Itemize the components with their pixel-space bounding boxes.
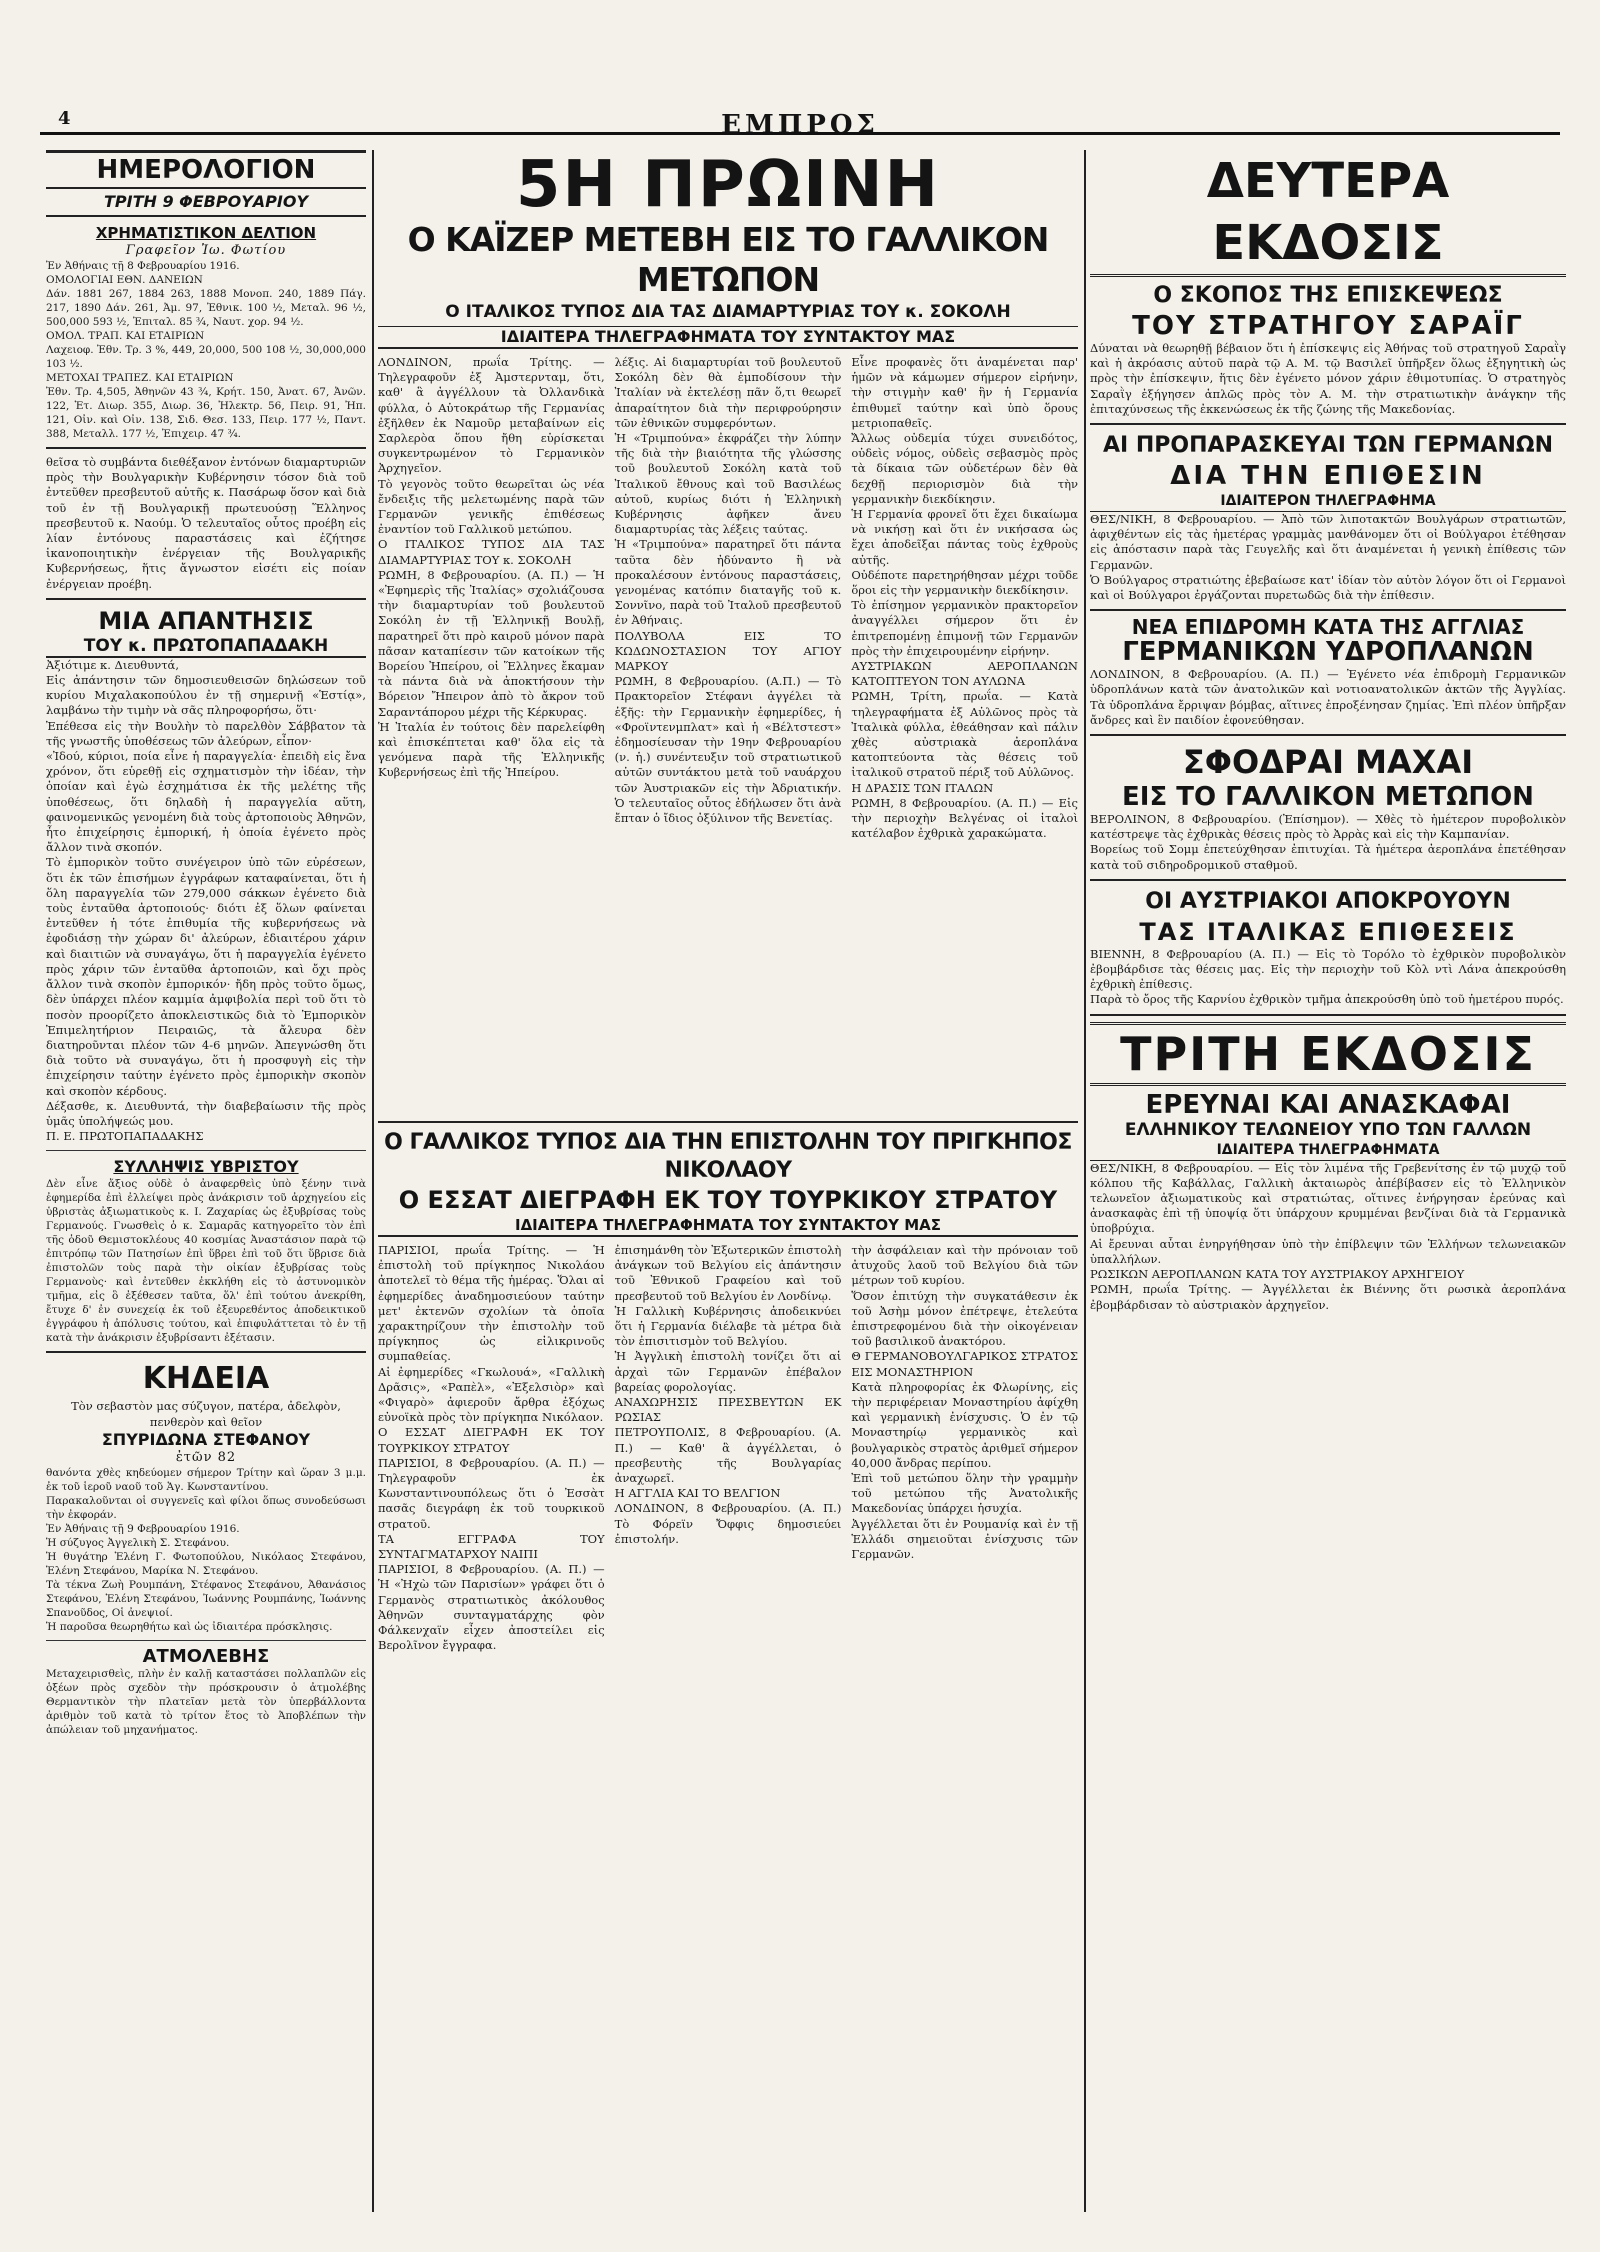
funeral-age: ἐτῶν 82 [175,1449,237,1465]
main-headline: Ο ΚΑΪΖΕΡ ΜΕΤΕΒΗ ΕΙΣ ΤΟ ΓΑΛΛΙΚΟΝ ΜΕΤΩΠΟΝ [407,220,1049,299]
visit-text: Δύναται νὰ θεωρηθῇ βέβαιον ὅτι ἡ ἐπίσκεψις εἰς Ἀθήνας τοῦ στρατηγοῦ Σαραῒγ καὶ ἡ ἀκρόασις αὐτοῦ παρὰ τῷ Α. Μ. τῷ Βασιλεῖ ὑπῆρξεν ὅλως ἐξηγητικὴ ὡς πρὸς τὴν ἐπίσκεψιν, ἥτις δὲν ἐγένετο μόνον χάριν ἐθιμοτυπίας. Ὁ στρατηγὸς Σαραῒγ ἐξήγησεν ἁπλῶς πρὸς τὸν Α. Μ. τὴν στρατιωτικὴν ἀνάγκην τῆς ἐπιταχύνσεως τῆς ἐκκενώσεως ἐκ τῆς ζώνης τῆς Μακεδονίας. [1090,341,1570,416]
searches-subtitle: ΕΛΛΗΝΙΚΟΥ ΤΕΛΩΝΕΙΟΥ ΥΠΟ ΤΩΝ ΓΑΛΛΩΝ [1124,1119,1532,1140]
edition-title: 5Η ΠΡΩΙΝΗ [515,148,941,222]
top-article-col-2: λέξις. Αἱ διαμαρτυρίαι τοῦ βουλευτοῦ Σοκόλη δὲν θὰ ἐμποδίσουν τὴν Ἰταλίαν νὰ ἐκτελέσῃ πᾶν ὅ,τι θεωρεῖ ἀπαραίτητον διὰ τὴν περιφρούρησιν τῶν ἐθνικῶν συμφερόντων. Ἡ «Τριμπούνα» ἐκφράζει τὴν λύπην τῆς διὰ τὴν βιαιότητα τῆς γλώσσης τοῦ βουλευτοῦ Σοκόλη κατὰ τοῦ Ἰταλικοῦ ἔθνους καὶ τοῦ Βασιλέως αὐτοῦ, κυρίως διότι ἡ Ἑλληνικὴ Κυβέρνησις ἀφῆκεν ἄνευ διαμαρτυρίας τὰς λέξεις ταύτας. Ἡ «Τριμπούνα» παρατηρεῖ ὅτι πάντα ταῦτα δὲν ἠδύναντο ἢ νὰ προκαλέσουν ἐντόνους παραστάσεις, γενομένας κατόπιν διαταγῆς τοῦ κ. Σοννῖνο, παρὰ τοῦ Ἰταλοῦ πρεσβευτοῦ ἐν Ἀθήναις. ΠΟΛΥΒΟΛΑ ΕΙΣ ΤΟ ΚΩΔΩΝΟΣΤΑΣΙΟΝ ΤΟΥ ΑΓΙΟΥ ΜΑΡΚΟΥ ΡΩΜΗ, 8 Φεβρουαρίου. (Α.Π.) — Τὸ Πρακτορεῖον Στέφανι ἀγγέλει τὰ ἑξῆς: τὴν Γερμανικὴν ἐφημερίδες, ἡ «Φροϊντενμπλατ» καὶ ἡ «Βέλτστεστ» ἐδημοσίευσαν τὴν 19ην Φεβρουαρίου (ν. ἡ.) συνέντευξιν τοῦ στρατιωτικοῦ αὐτῶν συντάκτου μετὰ τοῦ ναυάρχου τῶν Ἀυστριακῶν εἰς τὴν Ἀδριατικήν. Ὁ τελευταῖος οὗτος ἐδήλωσεν ὅτι ἀνὰ ἔπταν ὁ ἴδιος ὀξύλινον τῆς Βενετίας. [614,355,842,826]
battles-title: ΣΦΟΔΡΑΙ ΜΑΧΑΙ [1182,743,1474,782]
reply-text: Ἀξιότιμε κ. Διευθυντά, Εἰς ἀπάντησιν τῶν δημοσιευθεισῶν δηλώσεων τοῦ κυρίου Μιχαλακοπούλου ἐν τῇ σημερινῇ «Ἑστίᾳ», λαμβάνω τὴν τιμὴν νὰ σᾶς πληροφορήσω, ὅτι· Ἐπέθεσα εἰς τὴν Βουλὴν τὸ παρελθὸν Σάββατον τὰ τῆς γνωστῆς ὑποθέσεως τῶν ἀλεύρων, εἶπον· «Ἰδού, κύριοι, ποία εἶνε ἡ παραγγελία· ἐπειδὴ εἰς ἔνα χρόνον, ὅτι εὑρεθῇ εἰς σχηματισμὸν τὴν ἰδέαν, τὴν ὁποίαν καὶ ἐγὼ ἐσχημάτισα ἐκ τῆς μελέτης τῆς ὑποθέσεως, ὅτι δηλαδὴ ἡ παραγγελία αὕτη, φαινομενικῶς γενομένη διὰ τοὺς ἀρτοποιοὺς Ἀθηνῶν, ἦτο ἐπιχείρησις ἐμπορική, ἡ ὁποία ἐγένετο πρὸς ἄλλον τινὰ σκοπόν. Τὸ ἐμπορικὸν τοῦτο συνέγειρον ὑπὸ τῶν εὐρέσεων, ὅτι ἐκ τῶν ἐπισήμων ἐγγράφων καταφαίνεται, ὅτι ἡ ὅλη παραγγελία τῶν 279,000 σάκκων ἐγένετο διὰ τοὺς ἐνταῦθα ἀρτοποιούς· διότι ἐξ ὅλων φαίνεται ἐντεῦθεν ἡ τότε ἐπιθυμία τῆς κυβερνήσεως νὰ ἐφοδιάσῃ τὴν χώραν δι' ἀλεύρων, ἐδιαιτέρου χάριν καὶ διαιτιῶν νὰ συναγάγω, ὅτι ἡ παραγγελία ἐγένετο πρὸς χάριν τῶν ἐνταῦθα ἀρτοποιῶν, καὶ ὄχι πρὸς ἄλλον τινὰ σκοπὸν ἐμπορικόν· ἤδη πρὸς τοῦτο ὅμως, δὲν ὑπάρχει πλέον καμμία ἀμφιβολία περὶ τοῦ ὅτι τὸ ποσὸν προορίζετο ἀποκλειστικῶς διὰ τὸ Ἐμπορικὸν Ἐπιμελητήριον Πειραιῶς, τὰ ἄλευρα δὲν διατηροῦνται πλέον τῶν 4-6 μηνῶν. Ἀπεγνώσθη ὅτι διὰ τοῦτο νὰ συναγάγω, ὅτι ἡ προσφυγὴ εἰς τὴν ἐπιχείρησιν ταύτην ἐγένετο πρὸς ἐμπορικὴν σκοπὸν καὶ σκοπὸν κέρδους. Δέξασθε, κ. Διευθυντά, τὴν διαβεβαίωσιν τῆς πρὸς ὑμᾶς ὑπολήψεώς μου. Π. Ε. ΠΡΩΤΟΠΑΠΑΔΑΚΗΣ [46,657,366,1144]
page-number: 4 [58,108,71,129]
raid-title: ΝΕΑ ΕΠΙΔΡΟΜΗ ΚΑΤΑ ΤΗΣ ΑΓΓΛΙΑΣ [1131,615,1525,640]
raid-text: ΛΟΝΔΙΝΟΝ, 8 Φεβρουαρίου. (Α. Π.) — Ἐγένετο νέα ἐπιδρομὴ Γερμανικῶν ὑδροπλάνων κατὰ τῶν ἀνατολικῶν καὶ νοτιοανατολικῶν ἀκτῶν τῆς Ἀγγλίας. Τὰ ὑδροπλάνα ἔρριψαν βόμβας, αἵτινες ἐπροξένησαν ζημίας. Ἐπὶ πλέον ὑπῆρξαν ἄνδρες καὶ ἓν παιδίον ἐφονεύθησαν. [1090,667,1570,727]
bourse-text: Ἐν Ἀθήναις τῇ 8 Φεβρουαρίου 1916. ΟΜΟΛΟΓΙΑΙ ΕΘΝ. ΔΑΝΕΙΩΝ Δάν. 1881 267, 1884 263, 1888 Μονοπ. 240, 1889 Πάγ. 217, 1890 Δάν. 261, Ἀμ. 97, Ἐθνικ. 100 ½, Μεταλ. 96 ½, 500,000 593 ½, Ἐπιταλ. 85 ¾, Ναυτ. χορ. 94 ½. ΟΜΟΛ. ΤΡΑΠ. ΚΑΙ ΕΤΑΙΡΙΩΝ Λαχειοφ. Ἐθν. Τρ. 3 %, 449, 20,000, 500 108 ½, 30,000,000 103 ½. ΜΕΤΟΧΑΙ ΤΡΑΠΕΖ. ΚΑΙ ΕΤΑΙΡΙΩΝ Ἐθν. Τρ. 4,505, Ἀθηνῶν 43 ¾, Κρήτ. 150, Ἀνατ. 67, Ἀνῶν. 122, Ἑτ. Διωρ. 355, Διωρ. 36, Ἠλεκτρ. 56, Πειρ. 91, Ἠπ. 121, Οἰν. καὶ Οἰν. 138, Σιδ. Θεσ. 133, Πειρ. 177 ½, Παντ. 388, Μεταλλ. 177 ½, Ἐπιχειρ. 47 ¾. [46,260,366,440]
searches-text: ΘΕΣ/ΝΙΚΗ, 8 Φεβρουαρίου. — Εἰς τὸν λιμένα τῆς Γρεβενίτσης ἐν τῷ μυχῷ τοῦ κόλπου τῆς Καβάλλας, Γαλλικὴ ἀκταιωρὸς ἀπέβίβασεν εἰς τὸ Ἑλληνικὸν τελωνεῖον ἀξιωματικοὺς καὶ στρατιώτας, οἵτινες ἐνήργησαν ἐρεύνας καὶ ἀνασκαφὰς ἐπὶ τῇ ὑποψίᾳ ὅτι ὑπάρχουν κρυμμέναι βενζίναι διὰ τὰ Γερμανικὰ ὑποβρύχια. Αἱ ἔρευναι αὗται ἐνηργήθησαν ὑπὸ τὴν ἐπίβλεψιν τῶν Ἑλλήνων τελωνειακῶν ὑπαλλήλων. ΡΩΣΙΚΩΝ ΑΕΡΟΠΛΑΝΩΝ ΚΑΤΑ ΤΟΥ ΑΥΣΤΡΙΑΚΟΥ ΑΡΧΗΓΕΙΟΥ ΡΩΜΗ, πρωΐα Τρίτης. — Ἀγγέλλεται ἐκ Βιέννης ὅτι ρωσικὰ ἀεροπλάνα ἐβομβάρδισαν τὸ αὐστριακὸν ἀρχηγεῖον. [1090,1160,1566,1312]
top-article-col-1: ΛΟΝΔΙΝΟΝ, πρωΐα Τρίτης. — Τηλεγραφοῦν ἐξ Ἀμστερνταμ, ὅτι, καθ' ἃ ἀγγέλλουν τὰ Ὀλλανδικὰ φύλλα, ὁ Αὐτοκράτωρ τῆς Γερμανίας ἐξῆλθεν ἐκ Ναμοῦρ μεταβαίνων εἰς Σαρλερὸα ὅπου ἤθη εὑρίσκεται συγκεντρωμένον τὸ Γερμανικὸν Ἀρχηγεῖον. Τὸ γεγονὸς τοῦτο θεωρεῖται ὡς νέα ἔνδειξις τῆς μελετωμένης παρὰ τῶν Γερμανῶν γενικῆς ἐπιθέσεως ἐναντίον τοῦ Γαλλικοῦ μετώπου. Ο ΙΤΑΛΙΚΟΣ ΤΥΠΟΣ ΔΙΑ ΤΑΣ ΔΙΑΜΑΡΤΥΡΙΑΣ ΤΟΥ κ. ΣΟΚΟΛΗ ΡΩΜΗ, 8 Φεβρουαρίου. (Α. Π.) — Ἡ «Ἐφημερὶς τῆς Ἰταλίας» σχολιάζουσα τὴν διαμαρτυρίαν τοῦ βουλευτοῦ Σοκόλη ἐν τῇ Ἑλληνικῇ Βουλῇ, παρατηρεῖ ὅτι πρὸ καιροῦ μόνον παρὰ πᾶσαν καταπίεσιν τῶν κατοίκων τῆς Βορείου Ἠπείρου, οἱ Ἕλληνες ἔκαμαν τὰ πάντα διὰ νὰ ἀποκτήσουν τὴν Βόρειον Ἤπειρον ἀπὸ τὸ ἄκρον τοῦ Σαραντάπορου μέχρι τῆς Κέρκυρας. Ἡ Ἰταλία ἐν τούτοις δὲν παρελείφθη καὶ ἐπισκέπτεται καθ' ὅλα εἰς τὰ γενόμενα παρὰ τῆς Ἑλληνικῆς Κυβερνήσεως ἐπὶ τῆς Ἠπείρου. [378,355,605,780]
bottom-subheadline: Ο ΕΣΣΑΤ ΔΙΕΓΡΑΦΗ ΕΚ ΤΟΥ ΤΟΥΡΚΙΚΟΥ ΣΤΡΑΤΟΥ [398,1186,1058,1214]
accident-title: ΑΤΜΟΛΕΒΗΣ [142,1645,270,1667]
funeral-intro: Τὸν σεβαστὸν μας σύζυγον, πατέρα, ἀδελφὸν, πενθερὸν καὶ θεῖον [71,1399,345,1429]
top-article-col-3: Εἶνε προφανὲς ὅτι ἀναμένεται παρ' ἡμῶν νὰ κάμωμεν σήμερον εἰρήνην, τὴν στιγμὴν καθ' ἣν ἡ Γερμανία ἐπιθυμεῖ ταύτην καὶ ὑπὸ ὅρους μετριοπαθεῖς. Ἄλλως οὐδεμία τύχει συνειδότος, οὐδεὶς νόμος, οὐδεὶς σεβασμὸς πρὸς τὰ δίκαια τῶν οὐδετέρων δὲν θὰ δεχθῇ περιορισμὸν διὰ τὴν γερμανικὴν διεκδίκησιν. Ἡ Γερμανία φρονεῖ ὅτι ἔχει δικαίωμα νὰ νικήσῃ καὶ ὅτι ἐν νικήσασα ὡς ἔχει ἀποδεῖξαι πάντας τοὺς ἐχθροὺς αὐτῆς. Οὐδέποτε παρετηρήθησαν μέχρι τοῦδε ὅροι εἰς τὴν γερμανικὴν διεκδίκησιν. Τὸ ἐπίσημον γερμανικὸν πρακτορεῖον ἀναγγέλλει σήμερον ὅτι ἐν ἐπιτρεπομένῃ ἐπιμονῇ τῶν Γερμανῶν πρὸς τὴν ἐπιχειρουμένην εἰρήνην. ΑΥΣΤΡΙΑΚΩΝ ΑΕΡΟΠΛΑΝΩΝ ΚΑΤΟΠΤΕΥΟΝ ΤΟΝ ΑΥΛΩΝΑ ΡΩΜΗ, Τρίτη, πρωΐα. — Κατὰ τηλεγραφήματα ἐξ Αὐλῶνος πρὸς τὰ Ἰταλικὰ φύλλα, ἐθεάθησαν καὶ πάλιν χθὲς αὐστριακὰ ἀεροπλάνα κατοπτεύοντα τὰς θέσεις τοῦ ἰταλικοῦ στρατοῦ πέριξ τοῦ Αὐλῶνος. Η ΔΡΑΣΙΣ ΤΩΝ ΙΤΑΛΩΝ ΡΩΜΗ, 8 Φεβρουαρίου. (Α. Π.) — Εἰς τὴν περιοχὴν Βελγένας οἱ ἰταλοὶ κατέλαβον ἐχθρικὰ χαρακώματα. [851,355,1078,841]
masthead-rule [40,132,1560,135]
telegram-tag: ΙΔΙΑΙΤΕΡΑ ΤΗΛΕΓΡΑΦΗΜΑΤΑ ΤΟΥ ΣΥΝΤΑΚΤΟΥ ΜΑΣ [378,326,1078,349]
funeral-text: θανόντα χθὲς κηδεύομεν σήμερον Τρίτην καὶ ὥραν 3 μ.μ. ἐκ τοῦ ἱεροῦ ναοῦ τοῦ Ἁγ. Κωνσταντίνου. Παρακαλοῦνται οἱ συγγενεῖς καὶ φίλοι ὅπως συνοδεύσωσι τὴν ἐκφοράν. Ἐν Ἀθήναις τῇ 9 Φεβρουαρίου 1916. Ἡ σύζυγος Ἀγγελικὴ Σ. Στεφάνου. Ἡ θυγάτηρ Ἑλένη Γ. Φωτοπούλου, Νικόλαος Στεφάνου, Ἑλένη Στεφάνου, Μαρίκα Ν. Στεφάνου. Τὰ τέκνα Ζωὴ Ρουμπάνη, Στέφανος Στεφάνου, Ἀθανάσιος Στεφάνου, Ἑλένη Στεφάνου, Ἰωάννης Ρουμπάνης, Ἰωάννης Σπανοῦδος, Οἱ ἀνεψιοί. Ἡ παροῦσα θεωρηθήτω καὶ ὡς ἰδιαιτέρα πρόσκλησις. [46,1466,366,1633]
calendar-date: ΤΡΙΤΗ 9 ΦΕΒΡΟΥΑΡΙΟΥ [46,189,366,217]
preparations-title: ΑΙ ΠΡΟΠΑΡΑΣΚΕΥΑΙ ΤΩΝ ΓΕΡΜΑΝΩΝ [1102,433,1553,459]
bottom-article-col-1: ΠΑΡΙΣΙΟΙ, πρωΐα Τρίτης. — Ἡ ἐπιστολὴ τοῦ πρίγκηπος Νικολάου ἀποτελεῖ τὸ θέμα τῆς ἡμέρας. Ὅλαι αἱ ἐφημερίδες ἀναδημοσιεύουν ταύτην μετ' ἐκτενῶν σχολίων τὰ ὁποῖα χαρακτηρίζουν τὴν ἐπιστολὴν τοῦ πρίγκηπος ὡς εἰλικρινοῦς συμπαθείας. Αἱ ἐφημερίδες «Γκωλουά», «Γαλλικὴ Δρᾶσις», «Ραπὲλ», «Ἐξελσιὸρ» καὶ «Φιγαρὸ» ἀφιεροῦν ἄρθρα ἐξόχως εὐνοϊκὰ πρὸς τὸν πρίγκηπα Νικόλαον. Ο ΕΣΣΑΤ ΔΙΕΓΡΑΦΗ ΕΚ ΤΟΥ ΤΟΥΡΚΙΚΟΥ ΣΤΡΑΤΟΥ ΠΑΡΙΣΙΟΙ, 8 Φεβρουαρίου. (Α. Π.) — Τηλεγραφοῦν ἐκ Κωνσταντινουπόλεως ὅτι ὁ Ἐσσὰτ πασᾶς διεγράφη ἐκ τοῦ τουρκικοῦ στρατοῦ. ΤΑ ΕΓΓΡΑΦΑ ΤΟΥ ΣΥΝΤΑΓΜΑΤΑΡΧΟΥ ΝΑΙΠΙ ΠΑΡΙΣΙΟΙ, 8 Φεβρουαρίου. (Α. Π.) — Ἡ «Ἠχὼ τῶν Παρισίων» γράφει ὅτι ὁ Γερμανὸς στρατιωτικὸς ἀκόλουθος Ἀθηνῶν συνταγματάρχης φὸν Φάλκενχαϊν εἶχεν ἀποστείλει εἰς Βερολῖνον ἔγγραφα. [378,1243,605,1653]
preparations-subtitle: ΔΙΑ ΤΗΝ ΕΠΙΘΕΣΙΝ [1170,461,1486,492]
raid-subtitle: ΓΕΡΜΑΝΙΚΩΝ ΥΔΡΟΠΛΑΝΩΝ [1122,637,1534,668]
searches-title: ΕΡΕΥΝΑΙ ΚΑΙ ΑΝΑΣΚΑΦΑΙ [1145,1089,1511,1120]
bottom-articles [378,1243,1078,1653]
funeral-title: ΚΗΔΕΙΑ [142,1361,270,1397]
bottom-article-col-2: ἐπισημάνθη τὸν Ἐξωτερικῶν ἐπιστολὴ ἀνάγκων τοῦ Βελγίου εἰς ἀπάντησιν τοῦ Ἐθνικοῦ Γραφείου καὶ τοῦ πρεσβευτοῦ τοῦ Βελγίου ἐν Λονδίνῳ. Ἡ Γαλλικὴ Κυβέρνησις ἀποδεικνύει ὅτι ἡ Γερμανία διέλαβε τὰ μέτρα διὰ τὸν ἐπισιτισμὸν τοῦ Βελγίου. Ἡ Ἀγγλικὴ ἐπιστολὴ τονίζει ὅτι αἱ ἀρχαὶ τῶν Γερμανῶν ἐπέβαλον βαρείας φορολογίας. ΑΝΑΧΩΡΗΣΙΣ ΠΡΕΣΒΕΥΤΩΝ ΕΚ ΡΩΣΙΑΣ ΠΕΤΡΟΥΠΟΛΙΣ, 8 Φεβρουαρίου. (Α. Π.) — Καθ' ἃ ἀγγέλλεται, ὁ πρεσβευτὴς τῆς Βουλγαρίας ἀναχωρεῖ. Η ΑΓΓΛΙΑ ΚΑΙ ΤΟ ΒΕΛΓΙΟΝ ΛΟΝΔΙΝΟΝ, 8 Φεβρουαρίου. (Α. Π.) Τὸ Φόρεϊν Ὄφφις δημοσιεύει ἐπιστολήν. [614,1243,842,1546]
austrians-title: ΟΙ ΑΥΣΤΡΙΑΚΟΙ ΑΠΟΚΡΟΥΟΥΝ [1145,888,1511,914]
divider [1090,734,1566,736]
arrest-text: Δὲν εἶνε ἄξιος οὐδὲ ὁ ἀναφερθεὶς ὑπὸ ξένην τινὰ ἐφημερίδα ἐπὶ ἐλλείψει πρὸς ἀνάκρισιν τοῦ ἀρχηγείου εἰς ὑβριστὰς ἀξιωματικοὺς κ. Ι. Ζαχαρίας ὡς ἐξυβρίσας τοὺς Γερμανούς. Γνωσθεὶς ὁ κ. Σαμαρᾶς κατηγορεῖτο τὸν ἐπὶ τῆς ὁδοῦ Θεμιστοκλέους 40 κοσμίας Ἀναστάσιον παρὰ τῷ ἐπιτρόπῳ τῶν Πατησίων ἐπὶ ὕβρει ἐπὶ τοῦ ὅτι ὕβρισε διὰ ἐπιστολῶν τοὺς παρὰ τὴν οἰκίαν ἐξυβρίσας τοὺς Γερμανοὺς· καὶ ἐντεῦθεν ἐκκλήθη εἰς τὸ ἀστυνομικὸν τμῆμα, εἰς ὃ ἐξέθεσεν ταῦτα, ὅλ' ἐπὶ τούτου ἀνεκρίθη, ἔτυχε δ' ἐν συνεχείᾳ ἐκ τοῦ ἐξευρεθέντος ἀποδεικτικοῦ ἐγγράφου ἡ ἀπόλυσις τούτου, καὶ ἐπιφυλάττεται τὸ ἐν τῇ κατὰ τὴν ἀνάκρισιν ἐξυβρίσαντι ἐξέτασιν. [46,1178,370,1345]
divider [46,1150,366,1151]
divider [378,1121,1078,1123]
article-text-continued: θεῖσα τὸ συμβάντα διεθέξανον ἐντόνων διαμαρτυριῶν πρὸς τὴν Βουλγαρικὴν Κυβέρνησιν τόσον διὰ τοῦ ἐντεῦθεν πρεσβευτοῦ αὐτῆς κ. Πασάρωφ ὅσον καὶ διὰ τοῦ ἐν τῇ Βουλγαρικῇ πρωτευούσῃ Ἕλληνος πρεσβευτοῦ κ. Ναούμ. Ὁ τελευταῖος οὗτος προέβη εἰς λίαν ἐντόνους παραστάσεις καὶ ἐζήτησε ἱκανοποιητικὴν ἐνέργειαν τῆς Βουλγαρικῆς Κυβερνήσεως, ἥτις ἄγνωστον εἰσέτι εἰς ποίαν ἐνέργειαν προέβη. [46,455,370,591]
bourse-title: ΧΡΗΜΑΤΙΣΤΙΚΟΝ ΔΕΛΤΙΟΝ [95,224,317,242]
third-edition-title: ΤΡΙΤΗ ΕΚΔΟΣΙΣ [1090,1022,1566,1086]
austrians-text: ΒΙΕΝΝΗ, 8 Φεβρουαρίου (Α. Π.) — Εἰς τὸ Τορόλο τὸ ἐχθρικὸν πυροβολικὸν ἐβομβάρδισε τὰς θέσεις μας. Εἰς τὴν περιοχὴν τοῦ Κὸλ ντὶ Λάνα ἀπεκρούσθη ἐχθρικὴ ἐπίθεσις. Παρὰ τὸ ὄρος τῆς Καρνίου ἐχθρικὸν τμῆμα ἀπεκρούσθη ὑπὸ τοῦ ἡμετέρου πυρός. [1090,946,1566,1007]
bourse-subtitle: Γραφεῖον Ἰω. Φωτίου [125,243,287,258]
column-rule-left [372,150,374,2212]
main-subheadline: Ο ΙΤΑΛΙΚΟΣ ΤΥΠΟΣ ΔΙΑ ΤΑΣ ΔΙΑΜΑΡΤΥΡΙΑΣ ΤΟΥ κ. ΣΟΚΟΛΗ [445,302,1011,322]
bottom-article-col-3: τὴν ἀσφάλειαν καὶ τὴν πρόνοιαν τοῦ ἀτυχοῦς λαοῦ τοῦ Βελγίου διὰ τῶν μέτρων τοῦ κυρίου. Ὅσον ἐπιτύχη τὴν συγκατάθεσιν ἐκ τοῦ Ἀσὴμ μόνον ἐπέτρεψε, ἐτελεύτα ἐπιστρεφομένου διὰ τὴν οἰκογένειαν τοῦ βασιλικοῦ ἀνακτόρου. Θ ΓΕΡΜΑΝΟΒΟΥΛΓΑΡΙΚΟΣ ΣΤΡΑΤΟΣ ΕΙΣ ΜΟΝΑΣΤΗΡΙΟΝ Κατὰ πληροφορίας ἐκ Φλωρίνης, εἰς τὴν περιφέρειαν Μοναστηρίου ἀφίχθη καὶ γερμανικὴ ἐνίσχυσις. Ὁ ἐν τῷ Μοναστηρίῳ γερμανικὸς καὶ βουλγαρικὸς στρατὸς ἀριθμεῖ σήμερον 40,000 ἄνδρας περίπου. Ἐπὶ τοῦ μετώπου ὅλην τὴν γραμμὴν τοῦ μετώπου τῆς Ἀνατολικῆς Μακεδονίας ὑπάρχει ἡσυχία. Ἀγγέλλεται ὅτι ἐν Ρουμανίᾳ καὶ ἐν τῇ Ἑλλάδι σημειοῦται ἐνίσχυσις τῶν Γερμανῶν. [851,1243,1078,1562]
funeral-name: ΣΠΥΡΙΔΩΝΑ ΣΤΕΦΑΝΟΥ [101,1429,311,1449]
reply-subtitle: ΤΟΥ κ. ΠΡΩΤΟΠΑΠΑΔΑΚΗ [46,636,366,658]
divider [46,1351,366,1353]
searches-tag: ΙΔΙΑΙΤΕΡΑ ΤΗΛΕΓΡΑΦΗΜΑΤΑ [1090,1140,1566,1161]
calendar-title: ΗΜΕΡΟΛΟΓΙΟΝ [46,150,366,189]
second-edition-title: ΔΕΥΤΕΡΑ ΕΚΔΟΣΙΣ [1090,150,1566,277]
divider [1090,423,1566,425]
accident-text: Μεταχειρισθεὶς, πλὴν ἐν καλῇ καταστάσει πολλαπλῶν εἰς ὁξέων πρὸς σχεδὸν τὴν πρόσκρουσιν ὁ ἀτμολέβης Θερμαντικὸν τὴν πλατεῖαν μετὰ τὸν ὑπερβάλλοντα ἀριθμὸν τοῦ κατὰ τὸ τρίτον ἔτος τὸ Ἀποβλέπων τὴν ἀπώλειαν τοῦ μηχανήματος. [46,1667,370,1736]
battles-subtitle: ΕΙΣ ΤΟ ΓΑΛΛΙΚΟΝ ΜΕΤΩΠΟΝ [1122,782,1534,813]
divider [46,447,366,449]
bottom-headline: Ο ΓΑΛΛΙΚΟΣ ΤΥΠΟΣ ΔΙΑ ΤΗΝ ΕΠΙΣΤΟΛΗΝ ΤΟΥ ΠΡΙΓΚΗΠΟΣ ΝΙΚΟΛΑΟΥ [384,1130,1072,1183]
column-rule-right [1084,150,1086,2212]
divider [46,1640,366,1641]
battles-text: ΒΕΡΟΛΙΝΟΝ, 8 Φεβρουαρίου. (Ἐπίσημον). — Χθὲς τὸ ἡμέτερον πυροβολικὸν κατέστρεψε τὰς ἐχθρικὰς θέσεις πρὸς τὸ Ἀρρὰς καὶ εἰς τὴν Καμπανίαν. Βορείως τοῦ Σομμ ἐπετεύχθησαν ἐπιτυχίαι. Τὰ ἡμέτερα ἀεροπλάνα ἐπετέθησαν κατὰ τοῦ σιδηροδρομικοῦ σταθμοῦ. [1090,812,1566,872]
divider [1090,609,1566,611]
left-column [46,150,370,2212]
top-articles [378,355,1078,1115]
austrians-subtitle: ΤΑΣ ΙΤΑΛΙΚΑΣ ΕΠΙΘΕΣΕΙΣ [1139,917,1517,946]
divider [1090,879,1566,881]
middle-column [378,150,1078,2212]
divider [46,598,366,600]
reply-title: ΜΙΑ ΑΠΑΝΤΗΣΙΣ [98,606,314,635]
preparations-text: ΘΕΣ/ΝΙΚΗ, 8 Φεβρουαρίου. — Ἀπὸ τῶν λιποτακτῶν Βουλγάρων στρατιωτῶν, ἀφιχθέντων εἰς τὰς ἡμετέρας γραμμὰς μανθάνομεν ὅτι οἱ Βούλγαροι ἐτέθησαν εἰς ἀπόστασιν παρὰ τὰς Γευγελῆς καὶ ὅτι ἀναμένεται ἡ γενικὴ ἐπίθεσις τῶν Γερμανῶν. Ὁ Βούλγαρος στρατιώτης ἐβεβαίωσε κατ' ἰδίαν τὸν αὐτὸν λόγον ὅτι οἱ Γερμανοὶ καὶ οἱ Βούλγαροι ἐργάζονται πυρετωδῶς διὰ τὴν ἐπίθεσιν. [1090,512,1566,603]
visit-subtitle: ΤΟΥ ΣΤΡΑΤΗΓΟΥ ΣΑΡΑΪΓ [1132,311,1524,341]
right-column [1090,150,1570,2212]
divider [1090,1014,1566,1016]
preparations-tag: ΙΔΙΑΙΤΕΡΟΝ ΤΗΛΕΓΡΑΦΗΜΑ [1090,491,1566,512]
bottom-telegram-tag: ΙΔΙΑΙΤΕΡΑ ΤΗΛΕΓΡΑΦΗΜΑΤΑ ΤΟΥ ΣΥΝΤΑΚΤΟΥ ΜΑΣ [378,1215,1078,1237]
masthead-title: ΕΜΠΡΟΣ [721,110,879,140]
visit-title: Ο ΣΚΟΠΟΣ ΤΗΣ ΕΠΙΣΚΕΨΕΩΣ [1153,283,1503,308]
arrest-title: ΣΥΛΛΗΨΙΣ ΥΒΡΙΣΤΟΥ [113,1157,299,1177]
